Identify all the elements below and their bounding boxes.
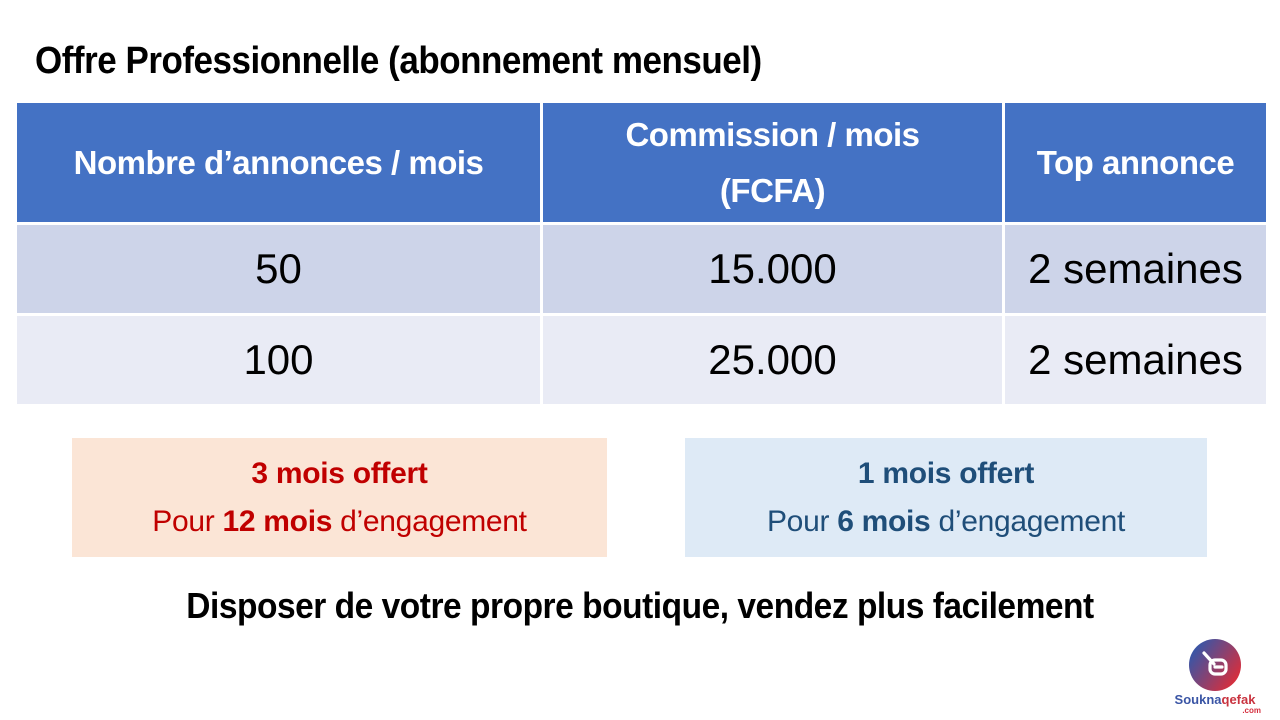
offer-left-headline: 3 mois offert — [251, 456, 428, 490]
cell-top-row2: 2 semaines — [1004, 315, 1268, 406]
souknaqefak-logo — [1165, 639, 1265, 717]
header-annonces-label: Nombre d’annonces / mois — [73, 143, 484, 181]
offer-left-detail-suffix: d’engagement — [332, 504, 527, 538]
cell-annonces-row2: 100 — [16, 315, 542, 406]
table-row — [16, 315, 1268, 406]
logo-wordmark — [1165, 692, 1265, 707]
table-row — [16, 224, 1268, 315]
cell-commission-row2: 25.000 — [542, 315, 1004, 406]
offer-left-detail-duration: 12 mois — [222, 504, 333, 538]
offer-box-6-months — [685, 438, 1207, 557]
logo-circle — [1189, 639, 1241, 691]
header-top-annonce-label: Top annonce — [1036, 143, 1235, 181]
header-commission-line1: Commission / mois — [625, 115, 920, 153]
offer-right-detail-suffix: d’engagement — [930, 504, 1126, 538]
offer-right-headline: 1 mois offert — [857, 456, 1035, 490]
pricing-table — [14, 100, 1269, 407]
cell-top-row1: 2 semaines — [1004, 224, 1268, 315]
cell-commission-row1: 15.000 — [542, 224, 1004, 315]
logo-domain: .com — [1242, 706, 1261, 715]
offer-right-detail-prefix: Pour — [766, 504, 838, 538]
logo-wordmark-part2: qefak — [1221, 692, 1256, 707]
header-cell-annonces — [16, 102, 542, 224]
tagline: Disposer de votre propre boutique, vendez plus facilement — [186, 585, 1094, 626]
offer-left-detail — [72, 498, 607, 546]
offer-right-detail-duration: 6 mois — [837, 504, 931, 538]
offer-box-12-months — [72, 438, 607, 557]
header-cell-top-annonce — [1004, 102, 1268, 224]
page-title: Offre Professionnelle (abonnement mensuel) — [35, 40, 762, 82]
header-commission-line2: (FCFA) — [719, 171, 826, 209]
offer-right-detail — [685, 498, 1207, 546]
cell-annonces-row1: 50 — [16, 224, 542, 315]
logo-wordmark-part1: Soukna — [1174, 692, 1222, 707]
offer-left-detail-prefix: Pour — [152, 504, 223, 538]
table-header-row — [16, 102, 1268, 224]
header-cell-commission — [542, 102, 1004, 224]
